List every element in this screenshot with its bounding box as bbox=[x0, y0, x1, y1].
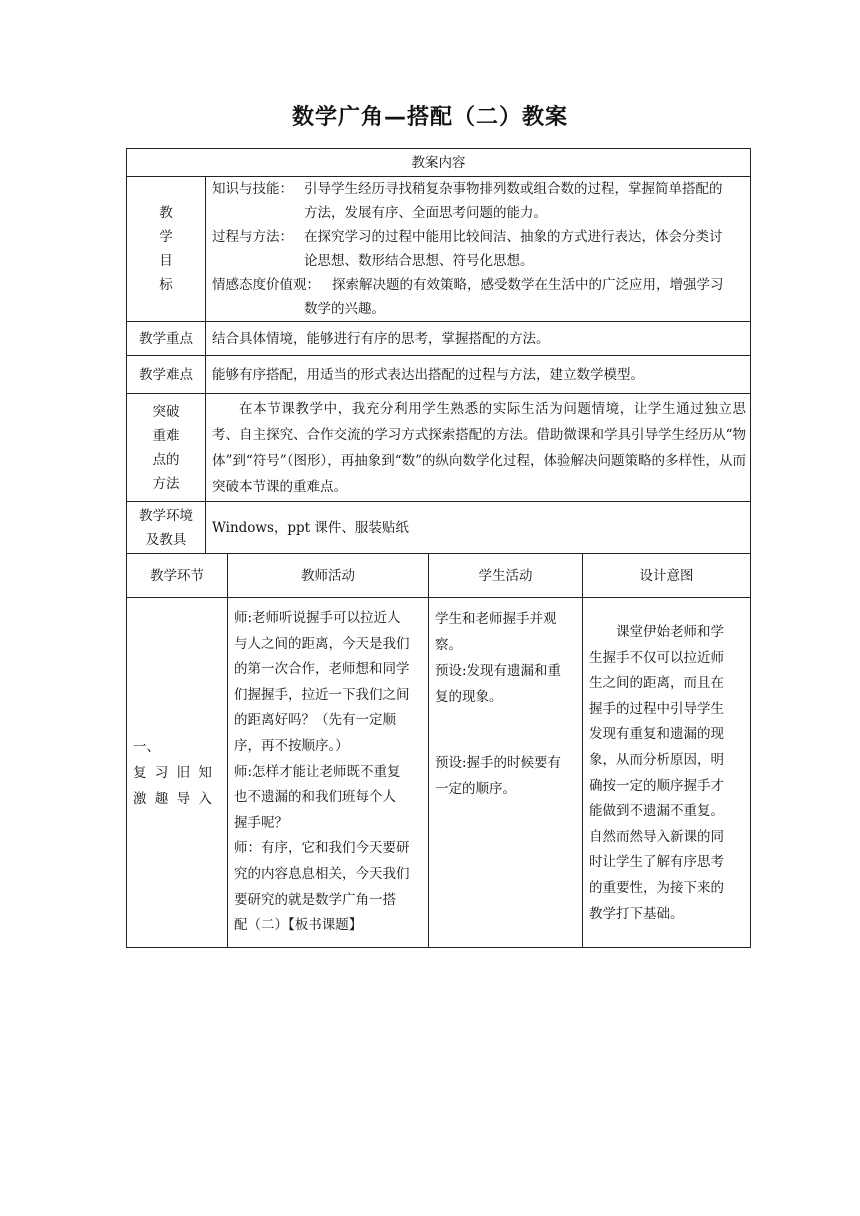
environment-row bbox=[127, 502, 751, 554]
intent-cell bbox=[583, 598, 751, 948]
goals-content bbox=[206, 177, 751, 322]
student-line: 学生和老师握手并观 bbox=[435, 611, 557, 627]
teacher-line: 也不遗漏的和我们班每个人 bbox=[234, 789, 396, 806]
intent-line: 的重要性，为接下来的 bbox=[589, 879, 724, 896]
intent-line: 发现有重复和遗漏的现 bbox=[589, 726, 724, 743]
table-header: 教案内容 bbox=[127, 149, 751, 177]
goals-label bbox=[127, 177, 206, 322]
key-point-label: 教学重点 bbox=[127, 322, 206, 356]
teacher-line: 握手呢？ bbox=[234, 814, 288, 831]
key-point-text: 结合具体情境，能够进行有序的思考，掌握搭配的方法。 bbox=[206, 322, 751, 356]
goal-key: 过程与方法： bbox=[212, 229, 293, 245]
environment-label bbox=[127, 502, 206, 554]
intent-line: 时让学生了解有序思考 bbox=[589, 854, 724, 871]
stage-line: 一、 bbox=[133, 738, 160, 755]
difficulty-label: 教学难点 bbox=[127, 356, 206, 394]
intent-line: 课堂伊始老师和学 bbox=[616, 624, 724, 640]
teacher-line: 的距离好吗？（先有一定顺 bbox=[234, 712, 396, 729]
intent-line: 握手的过程中引导学生 bbox=[589, 700, 724, 717]
difficulty-text: 能够有序搭配，用适当的形式表达出搭配的过程与方法，建立数学模型。 bbox=[206, 356, 751, 394]
teacher-line: 师:怎样才能让老师既不重复 bbox=[234, 763, 401, 780]
goal-process bbox=[212, 225, 732, 273]
student-line-blank bbox=[435, 730, 578, 750]
breakthrough-label-line: 点的 bbox=[152, 451, 180, 468]
teacher-line: 师：有序，它和我们今天要研 bbox=[234, 840, 410, 857]
teacher-line: 的第一次合作，老师想和同学 bbox=[234, 661, 410, 678]
breakthrough-label-line: 方法 bbox=[152, 475, 180, 492]
goal-text: 探索解决题的有效策略，感受数学在生活中的广泛应用，增强学习数学的兴趣。 bbox=[304, 277, 724, 317]
student-line: 复的现象。 bbox=[435, 689, 503, 705]
intent-line: 象，从而分析原因，明 bbox=[589, 751, 724, 768]
intent-line: 能做到不遗漏不重复。 bbox=[589, 803, 724, 820]
goals-label-char: 标 bbox=[159, 277, 173, 293]
column-intent: 设计意图 bbox=[583, 554, 751, 598]
columns-row bbox=[127, 554, 751, 598]
stage-cell bbox=[127, 598, 228, 948]
teacher-line: 配（二）【板书课题】 bbox=[234, 917, 363, 934]
goal-knowledge bbox=[212, 177, 732, 225]
breakthrough-label-line: 重难 bbox=[152, 427, 180, 444]
stage-line: 复 习 旧 知 bbox=[133, 764, 214, 781]
table-header-row bbox=[127, 149, 751, 177]
column-teacher: 教师活动 bbox=[228, 554, 429, 598]
lesson-plan-table bbox=[126, 148, 751, 948]
intent-line: 教学打下基础。 bbox=[589, 905, 684, 922]
teacher-line: 要研究的就是数学广角一搭 bbox=[234, 891, 396, 908]
goal-text: 引导学生经历寻找稍复杂事物排列数或组合数的过程，掌握简单搭配的方法，发展有序、全面思考问题的能力。 bbox=[304, 181, 723, 221]
student-cell bbox=[429, 598, 583, 948]
intent-line: 确按一定的顺序握手才 bbox=[589, 777, 724, 794]
column-student: 学生活动 bbox=[429, 554, 583, 598]
goals-label-char: 教 bbox=[159, 205, 173, 221]
environment-text: Windows，ppt 课件、服装贴纸 bbox=[206, 502, 751, 554]
breakthrough-text: 在本节课教学中，我充分利用学生熟悉的实际生活为问题情境，让学生通过独立思考、自主探究、合作交流的学习方式探索搭配的方法。借助微课和学具引导学生经历从“物体”到“符号”（图形），再抽象到“数”的纵向数学化过程，体验解决问题策略的多样性，从而突破本节课的重难点。 bbox=[206, 394, 751, 502]
goals-label-char: 学 bbox=[159, 229, 173, 245]
teacher-cell bbox=[228, 598, 429, 948]
goal-text: 在探究学习的过程中能用比较间洁、抽象的方式进行表达，体会分类讨论思想、数形结合思想、符号化思想。 bbox=[304, 229, 723, 269]
key-point-row bbox=[127, 322, 751, 356]
teacher-line: 们握握手，拉近一下我们之间 bbox=[234, 686, 410, 703]
goals-row bbox=[127, 177, 751, 322]
page-title: 数学广角—搭配（二）教案 bbox=[291, 105, 568, 130]
stage-row-1 bbox=[127, 598, 751, 948]
student-line: 预设:握手的时候要有 bbox=[435, 755, 562, 771]
environment-label-line: 及教具 bbox=[145, 531, 187, 548]
goal-emotion bbox=[212, 273, 732, 321]
teacher-line: 究的内容息息相关，今天我们 bbox=[234, 865, 410, 882]
intent-line: 生握手不仅可以拉近师 bbox=[589, 649, 724, 666]
environment-label-line: 教学环境 bbox=[139, 507, 193, 524]
student-line: 预设:发现有遗漏和重 bbox=[435, 663, 562, 679]
teacher-line: 与人之间的距离，今天是我们 bbox=[234, 635, 410, 652]
column-stage: 教学环节 bbox=[127, 554, 228, 598]
goal-key: 情感态度价值观： bbox=[212, 277, 320, 293]
breakthrough-row bbox=[127, 394, 751, 502]
intent-line: 自然而然导入新课的同 bbox=[589, 828, 724, 845]
student-line-blank bbox=[435, 710, 578, 730]
student-line: 一定的顺序。 bbox=[435, 781, 516, 797]
breakthrough-label bbox=[127, 394, 206, 502]
stage-line: 激 趣 导 入 bbox=[133, 790, 214, 807]
goal-key: 知识与技能： bbox=[212, 181, 293, 197]
teacher-line: 师:老师听说握手可以拉近人 bbox=[234, 610, 401, 626]
teacher-line: 序，再不按顺序。） bbox=[234, 737, 349, 754]
intent-line: 生之间的距离，而且在 bbox=[589, 675, 724, 692]
breakthrough-label-line: 突破 bbox=[152, 403, 180, 420]
difficulty-row bbox=[127, 356, 751, 394]
student-line: 察。 bbox=[435, 637, 462, 653]
goals-label-char: 目 bbox=[159, 253, 173, 269]
